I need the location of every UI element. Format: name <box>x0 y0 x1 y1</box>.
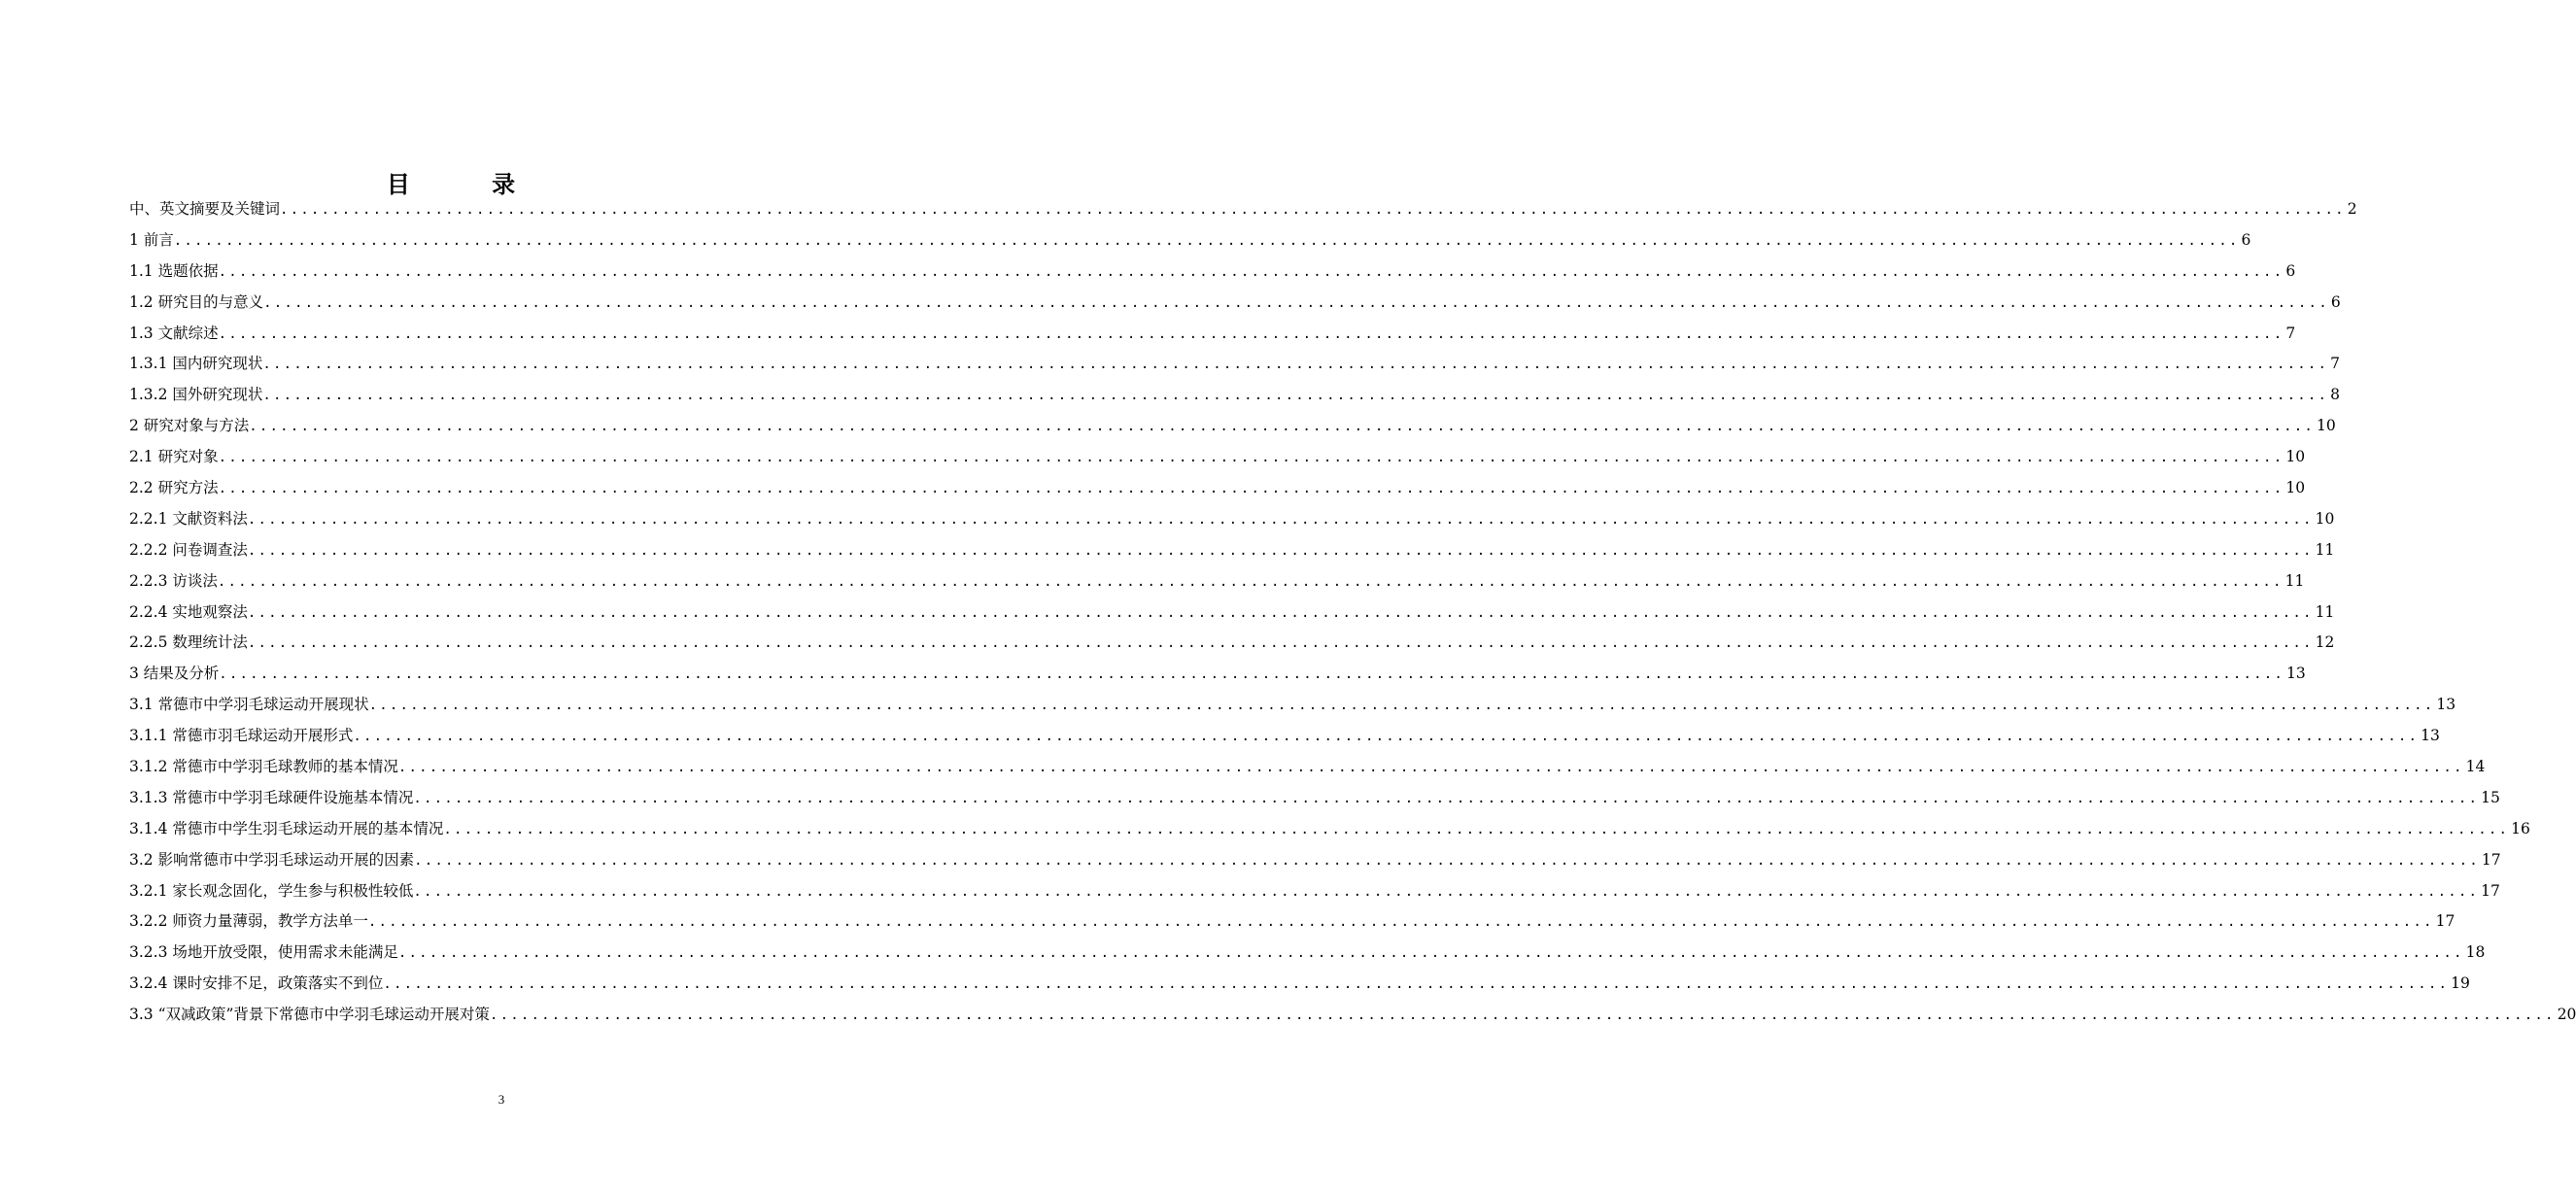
toc-entry-label: 1.3.1 国内研究现状 <box>129 355 263 373</box>
toc-entry-page: 13 <box>2286 665 2306 683</box>
toc-leader-dots: ........................................................................................................................................................................................................ <box>353 729 2420 745</box>
toc-entry[interactable] <box>129 721 2440 752</box>
toc-entry[interactable] <box>129 504 2335 535</box>
toc-entry-label: 1 前言 <box>129 230 174 249</box>
toc-entry[interactable] <box>129 225 2251 256</box>
toc-entry-page: 13 <box>2436 696 2456 714</box>
toc-entry[interactable] <box>129 473 2306 504</box>
toc-entry-label: 3.1.1 常德市羽毛球运动开展形式 <box>129 727 354 745</box>
toc-leader-dots: ........................................................................................................................................................................................................ <box>218 481 2284 497</box>
toc-entry-label: 1.3 文献综述 <box>129 324 219 342</box>
toc-entry-label: 2.2.3 访谈法 <box>129 571 218 590</box>
toc-leader-dots: ........................................................................................................................................................................................................ <box>263 294 2329 311</box>
toc-entry-label: 3.1 常德市中学羽毛球运动开展现状 <box>129 696 369 714</box>
toc-entry-label: 2.1 研究对象 <box>129 448 219 466</box>
toc-leader-dots: ........................................................................................................................................................................................................ <box>247 635 2314 652</box>
toc-entry-page: 8 <box>2330 386 2340 404</box>
toc-entry[interactable] <box>129 814 2530 845</box>
toc-entry-page: 13 <box>2421 727 2440 745</box>
toc-entry[interactable] <box>129 628 2335 659</box>
toc-entry-page: 11 <box>2315 602 2335 621</box>
toc-entry-label: 3.1.2 常德市中学羽毛球教师的基本情况 <box>129 758 398 776</box>
toc-entry-label: 2.2.5 数理统计法 <box>129 633 248 652</box>
toc-leader-dots: ........................................................................................................................................................................................................ <box>383 976 2450 993</box>
toc-entry-label: 1.1 选题依据 <box>129 261 219 280</box>
toc-leader-dots: ........................................................................................................................................................................................................ <box>247 542 2314 559</box>
toc-entry-label: 3.3 “双减政策”背景下常德市中学羽毛球运动开展对策 <box>129 1006 490 1024</box>
toc-leader-dots: ........................................................................................................................................................................................................ <box>218 450 2284 466</box>
toc-entry-page: 7 <box>2330 355 2340 373</box>
toc-entry[interactable] <box>129 319 2296 350</box>
toc-leader-dots: ........................................................................................................................................................................................................ <box>218 263 2284 280</box>
toc-leader-dots: ........................................................................................................................................................................................................ <box>217 573 2284 590</box>
toc-entry-page: 6 <box>2330 292 2341 311</box>
toc-leader-dots: ........................................................................................................................................................................................................ <box>262 357 2329 373</box>
toc-entry[interactable] <box>129 194 2357 225</box>
toc-entry-label: 3.2.1 家长观念固化，学生参与积极性较低 <box>129 881 414 900</box>
toc-entry[interactable] <box>129 442 2306 473</box>
toc-entry[interactable] <box>129 783 2500 814</box>
toc-entry-label: 2 研究对象与方法 <box>129 417 250 435</box>
toc-entry-page: 6 <box>2241 230 2251 249</box>
toc-entry[interactable] <box>129 380 2340 411</box>
toc-title: 目 录 <box>386 171 553 198</box>
toc-entry-page: 19 <box>2451 974 2470 993</box>
toc-entry[interactable] <box>129 690 2456 721</box>
toc-leader-dots: ........................................................................................................................................................................................................ <box>414 852 2480 869</box>
toc-entry[interactable] <box>129 659 2306 690</box>
toc-entry-page: 12 <box>2315 633 2335 652</box>
toc-entry-label: 3.2.2 师资力量薄弱，教学方法单一 <box>129 912 368 931</box>
toc-entry-page: 10 <box>2317 417 2336 435</box>
toc-entry-label: 中、英文摘要及关键词 <box>129 200 281 218</box>
toc-entry-label: 1.3.2 国外研究现状 <box>129 386 263 404</box>
toc-entry-page: 17 <box>2481 881 2500 900</box>
toc-entry[interactable] <box>129 752 2486 783</box>
toc-entry-page: 15 <box>2481 788 2500 806</box>
toc-entry-page: 10 <box>2285 479 2306 497</box>
toc-entry-page: 14 <box>2465 758 2486 776</box>
toc-entry[interactable] <box>129 876 2500 907</box>
toc-entry-label: 3.2.4 课时安排不足，政策落实不到位 <box>129 974 384 993</box>
toc-leader-dots: ........................................................................................................................................................................................................ <box>218 325 2284 342</box>
toc-leader-dots: ........................................................................................................................................................................................................ <box>397 760 2464 776</box>
toc-entry[interactable] <box>129 256 2296 288</box>
toc-leader-dots: ........................................................................................................................................................................................................ <box>247 604 2314 621</box>
toc-leader-dots: ........................................................................................................................................................................................................ <box>489 1007 2556 1024</box>
toc-entry-label: 2.2.1 文献资料法 <box>129 509 248 528</box>
toc-leader-dots: ........................................................................................................................................................................................................ <box>262 388 2329 404</box>
toc-entry-label: 3.2 影响常德市中学羽毛球运动开展的因素 <box>129 850 415 869</box>
table-of-contents <box>129 194 2576 1031</box>
toc-entry-label: 3 结果及分析 <box>129 665 220 683</box>
toc-entry-label: 3.1.4 常德市中学生羽毛球运动开展的基本情况 <box>129 819 444 837</box>
toc-entry[interactable] <box>129 969 2470 1000</box>
toc-entry[interactable] <box>129 535 2335 566</box>
toc-leader-dots: ........................................................................................................................................................................................................ <box>367 914 2434 931</box>
toc-entry[interactable] <box>129 598 2335 629</box>
toc-entry-page: 11 <box>2315 540 2335 559</box>
toc-entry-page: 10 <box>2285 448 2306 466</box>
toc-entry-page: 20 <box>2557 1006 2576 1024</box>
toc-leader-dots: ........................................................................................................................................................................................................ <box>247 511 2314 528</box>
toc-leader-dots: ........................................................................................................................................................................................................ <box>368 698 2435 714</box>
toc-leader-dots: ........................................................................................................................................................................................................ <box>173 232 2240 249</box>
toc-entry-page: 10 <box>2315 509 2335 528</box>
toc-entry-page: 7 <box>2285 324 2296 342</box>
toc-entry[interactable] <box>129 1000 2576 1031</box>
toc-entry-page: 16 <box>2511 819 2530 837</box>
toc-entry-page: 17 <box>2435 912 2456 931</box>
toc-entry-page: 2 <box>2347 200 2357 218</box>
toc-entry[interactable] <box>129 349 2340 380</box>
toc-leader-dots: ........................................................................................................................................................................................................ <box>397 945 2464 962</box>
toc-leader-dots: ........................................................................................................................................................................................................ <box>219 666 2285 683</box>
toc-leader-dots: ........................................................................................................................................................................................................ <box>280 202 2346 218</box>
toc-leader-dots: ........................................................................................................................................................................................................ <box>443 821 2510 837</box>
toc-entry[interactable] <box>129 566 2305 598</box>
toc-entry-page: 17 <box>2481 850 2501 869</box>
toc-entry-label: 2.2.2 问卷调查法 <box>129 540 248 559</box>
toc-entry[interactable] <box>129 845 2501 876</box>
toc-entry-page: 11 <box>2284 571 2305 590</box>
toc-entry[interactable] <box>129 906 2456 938</box>
toc-entry-label: 3.2.3 场地开放受限，使用需求未能满足 <box>129 943 398 962</box>
toc-entry-label: 3.1.3 常德市中学羽毛球硬件设施基本情况 <box>129 788 414 806</box>
toc-entry-label: 1.2 研究目的与意义 <box>129 292 264 311</box>
toc-entry-page: 18 <box>2465 943 2486 962</box>
toc-entry[interactable] <box>129 938 2486 969</box>
toc-entry-label: 2.2.4 实地观察法 <box>129 602 248 621</box>
toc-entry[interactable] <box>129 288 2341 319</box>
toc-entry-page: 6 <box>2285 261 2296 280</box>
toc-entry[interactable] <box>129 411 2336 442</box>
toc-leader-dots: ........................................................................................................................................................................................................ <box>413 790 2480 806</box>
toc-leader-dots: ........................................................................................................................................................................................................ <box>413 883 2480 900</box>
page-number: 3 <box>498 1092 505 1107</box>
toc-entry-label: 2.2 研究方法 <box>129 479 219 497</box>
toc-leader-dots: ........................................................................................................................................................................................................ <box>249 419 2316 435</box>
